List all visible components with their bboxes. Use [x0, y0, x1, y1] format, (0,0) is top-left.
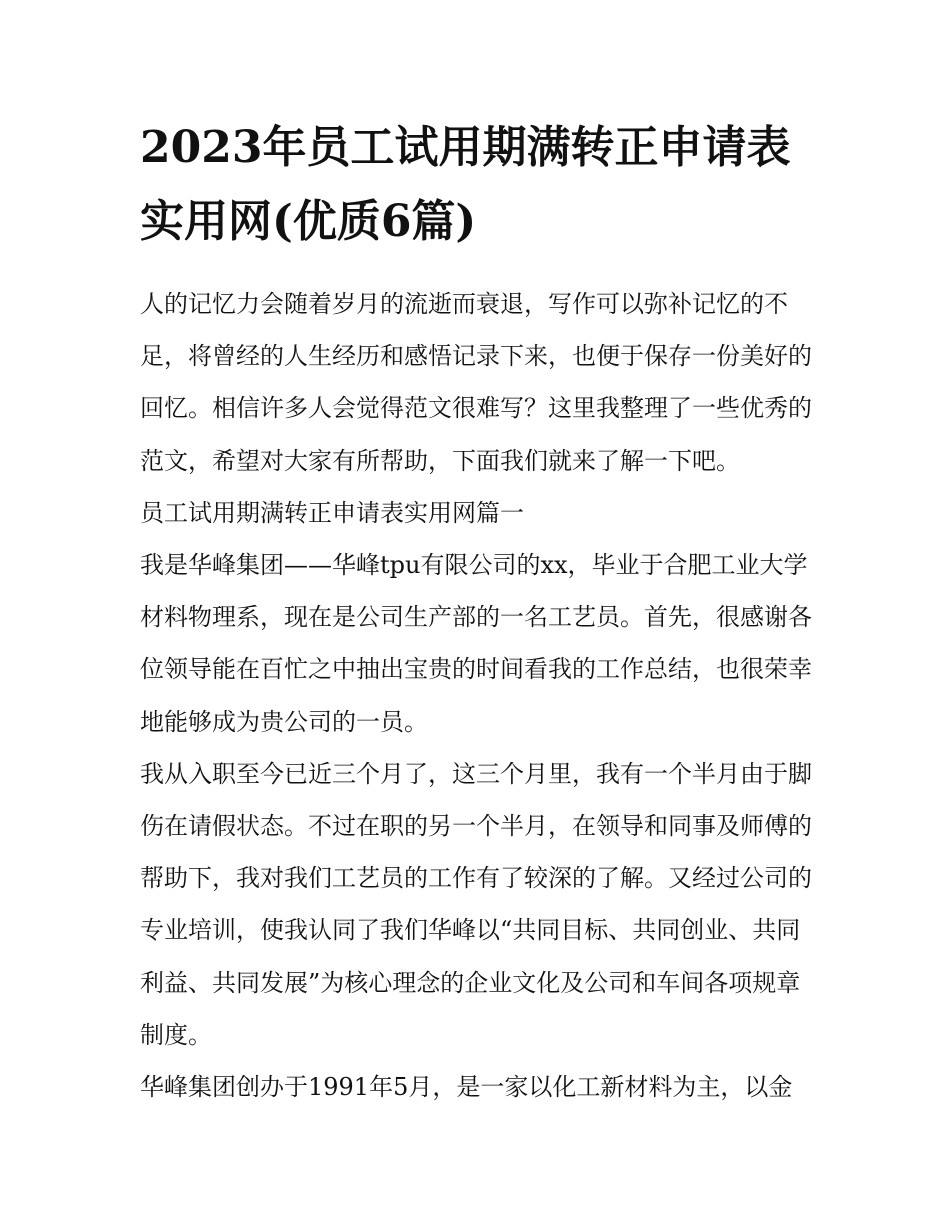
body-paragraph: 我从入职至今已近三个月了，这三个月里，我有一个半月由于脚伤在请假状态。不过在职的另一个半月，在领导和同事及师傅的帮助下，我对我们工艺员的工作有了较深的了解。又经过公司的专业培训，使我认同了我们华峰以“共同目标、共同创业、共同利益、共同发展”为核心理念的企业文化及公司和车间各项规章制度。 — [140, 759, 812, 1049]
body-paragraph: 我是华峰集团——华峰tpu有限公司的xx，毕业于合肥工业大学材料物理系，现在是公司生产部的一名工艺员。首先，很感谢各位领导能在百忙之中抽出宝贵的时间看我的工作总结，也很荣幸地能够成为贵公司的一员。 — [140, 551, 812, 736]
document-title: 2023年员工试用期满转正申请表实用网(优质6篇) — [140, 122, 791, 247]
body-paragraph: 华峰集团创办于1991年5月，是一家以化工新材料为主，以金 — [140, 1073, 793, 1102]
section-heading: 员工试用期满转正申请表实用网篇一 — [140, 498, 524, 527]
document-body — [140, 278, 816, 1113]
intro-paragraph: 人的记忆力会随着岁月的流逝而衰退，写作可以弥补记忆的不足，将曾经的人生经历和感悟记录下来，也便于保存一份美好的回忆。相信许多人会觉得范文很难写？这里我整理了一些优秀的范文，希望对大家有所帮助，下面我们就来了解一下吧。 — [140, 290, 812, 475]
